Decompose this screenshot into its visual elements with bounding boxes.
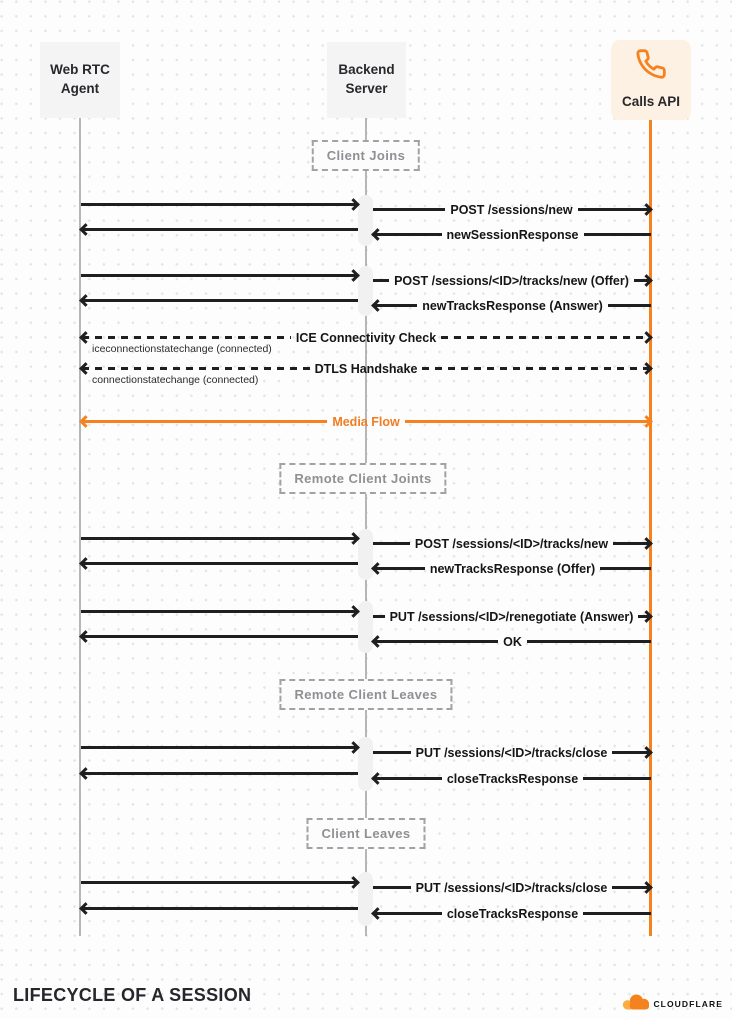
phase-label: Client Joins <box>326 148 406 163</box>
message-line <box>373 279 389 282</box>
message-line <box>82 420 327 423</box>
message-close-tracks-response <box>373 772 651 785</box>
arrowhead-left-icon <box>371 299 384 312</box>
message-post-tracks-new-offer <box>373 274 651 287</box>
message-new-tracks-response-offer <box>373 562 651 575</box>
message-webrtc-to-backend <box>81 198 358 211</box>
activation-bar <box>358 872 373 926</box>
message-line <box>583 777 651 780</box>
arrowhead-left-icon <box>79 557 92 570</box>
arrowhead-left-icon <box>79 415 92 428</box>
message-backend-to-webrtc <box>81 223 358 236</box>
message-label: POST /sessions/<ID>/tracks/new (Offer) <box>394 273 629 288</box>
message-label: Media Flow <box>332 414 400 429</box>
arrowhead-left-icon <box>371 562 384 575</box>
arrowhead-right-icon <box>347 741 360 754</box>
message-label: DTLS Handshake <box>314 361 418 376</box>
arrowhead-left-icon <box>79 223 92 236</box>
message-post-tracks-new <box>373 537 651 550</box>
message-line <box>374 640 498 643</box>
arrowhead-right-icon <box>640 203 653 216</box>
activation-bar <box>358 737 373 791</box>
arrowhead-right-icon <box>640 881 653 894</box>
message-line <box>373 542 410 545</box>
message-webrtc-to-backend <box>81 876 358 889</box>
arrowhead-right-icon <box>347 198 360 211</box>
message-backend-to-webrtc <box>81 294 358 307</box>
message-line <box>82 562 358 565</box>
arrowhead-left-icon <box>371 228 384 241</box>
phase-label: Client Leaves <box>321 826 411 841</box>
note-iceconnectionstatechange: iceconnectionstatechange (connected) <box>92 343 272 355</box>
participant-calls-api <box>611 40 691 120</box>
message-label: closeTracksResponse <box>446 771 579 786</box>
message-label: ICE Connectivity Check <box>295 330 437 345</box>
message-webrtc-to-backend <box>81 605 358 618</box>
cloudflare-brand <box>620 992 723 1016</box>
phase-remote-client-leaves <box>279 679 452 710</box>
message-label: PUT /sessions/<ID>/tracks/close <box>415 880 608 895</box>
message-line <box>584 233 652 236</box>
participant-label: Backend Server <box>338 62 395 96</box>
message-line <box>405 420 650 423</box>
message-backend-to-webrtc <box>81 630 358 643</box>
message-label: PUT /sessions/<ID>/tracks/close <box>415 745 608 760</box>
page-title: LIFECYCLE OF A SESSION <box>13 985 252 1005</box>
arrowhead-left-icon <box>79 362 92 375</box>
message-label: newTracksResponse (Answer) <box>422 298 603 313</box>
message-new-tracks-response-answer <box>373 299 651 312</box>
arrowhead-right-icon <box>640 746 653 759</box>
arrowhead-right-icon <box>640 537 653 550</box>
message-line <box>81 274 357 277</box>
message-line <box>527 640 651 643</box>
message-webrtc-to-backend <box>81 741 358 754</box>
arrowhead-right-icon <box>640 331 653 344</box>
message-close-tracks-response <box>373 907 651 920</box>
message-line <box>422 367 650 370</box>
message-line <box>374 233 442 236</box>
message-label: PUT /sessions/<ID>/renegotiate (Answer) <box>389 609 634 624</box>
arrowhead-right-icon <box>347 269 360 282</box>
message-label: newTracksResponse (Offer) <box>429 561 596 576</box>
brand-label: CLOUDFLARE <box>653 999 723 1009</box>
arrowhead-right-icon <box>640 274 653 287</box>
message-line <box>608 304 651 307</box>
message-line <box>82 635 358 638</box>
message-line <box>81 746 357 749</box>
message-line <box>583 912 651 915</box>
phase-client-joins <box>312 140 420 171</box>
message-line <box>373 886 411 889</box>
activation-bar <box>358 266 373 316</box>
cloudflare-logo-icon <box>620 992 650 1016</box>
message-put-tracks-close <box>373 881 651 894</box>
activation-bar <box>358 529 373 580</box>
message-ok <box>373 635 651 648</box>
message-line <box>82 772 358 775</box>
arrowhead-right-icon <box>347 532 360 545</box>
message-backend-to-webrtc <box>81 557 358 570</box>
message-line <box>374 912 442 915</box>
message-label: POST /sessions/new <box>450 202 573 217</box>
message-line <box>82 336 291 339</box>
message-line <box>81 881 357 884</box>
message-line <box>82 299 358 302</box>
arrowhead-left-icon <box>79 767 92 780</box>
participant-webrtc-agent <box>40 42 120 118</box>
message-line <box>81 610 357 613</box>
message-label: newSessionResponse <box>446 227 579 242</box>
arrowhead-left-icon <box>79 630 92 643</box>
message-put-renegotiate-answer <box>373 610 651 623</box>
message-post-sessions-new <box>373 203 651 216</box>
message-line <box>81 537 357 540</box>
arrowhead-right-icon <box>640 610 653 623</box>
message-line <box>82 907 358 910</box>
activation-bar <box>358 601 373 653</box>
participant-backend-server <box>327 42 406 118</box>
phone-icon <box>635 48 667 86</box>
message-backend-to-webrtc <box>81 902 358 915</box>
lifeline-calls-api <box>649 120 652 936</box>
message-backend-to-webrtc <box>81 767 358 780</box>
message-webrtc-to-backend <box>81 532 358 545</box>
message-line <box>373 208 445 211</box>
arrowhead-left-icon <box>79 902 92 915</box>
message-line <box>81 203 357 206</box>
participant-label: Web RTC Agent <box>50 62 110 96</box>
participant-label: Calls API <box>621 94 681 109</box>
message-line <box>374 777 442 780</box>
message-line <box>82 367 310 370</box>
message-line <box>441 336 650 339</box>
phase-label: Remote Client Joints <box>294 471 432 486</box>
arrowhead-right-icon <box>347 876 360 889</box>
lifeline-webrtc-agent <box>79 118 81 936</box>
message-webrtc-to-backend <box>81 269 358 282</box>
message-label: OK <box>503 634 522 649</box>
message-new-session-response <box>373 228 651 241</box>
arrowhead-right-icon <box>640 415 653 428</box>
message-line <box>373 751 411 754</box>
note-connectionstatechange: connectionstatechange (connected) <box>92 374 259 386</box>
arrowhead-right-icon <box>347 605 360 618</box>
arrowhead-left-icon <box>371 907 384 920</box>
message-label: POST /sessions/<ID>/tracks/new <box>414 536 609 551</box>
phase-remote-client-joints <box>279 463 446 494</box>
message-put-tracks-close <box>373 746 651 759</box>
message-label: closeTracksResponse <box>446 906 579 921</box>
message-line <box>373 615 385 618</box>
arrowhead-left-icon <box>371 635 384 648</box>
message-line <box>82 228 358 231</box>
message-line <box>600 567 651 570</box>
arrowhead-left-icon <box>79 331 92 344</box>
message-media-flow <box>81 415 651 428</box>
phase-label: Remote Client Leaves <box>294 687 438 702</box>
arrowhead-left-icon <box>371 772 384 785</box>
phase-client-leaves <box>306 818 425 849</box>
arrowhead-right-icon <box>640 362 653 375</box>
arrowhead-left-icon <box>79 294 92 307</box>
activation-bar <box>358 195 373 246</box>
